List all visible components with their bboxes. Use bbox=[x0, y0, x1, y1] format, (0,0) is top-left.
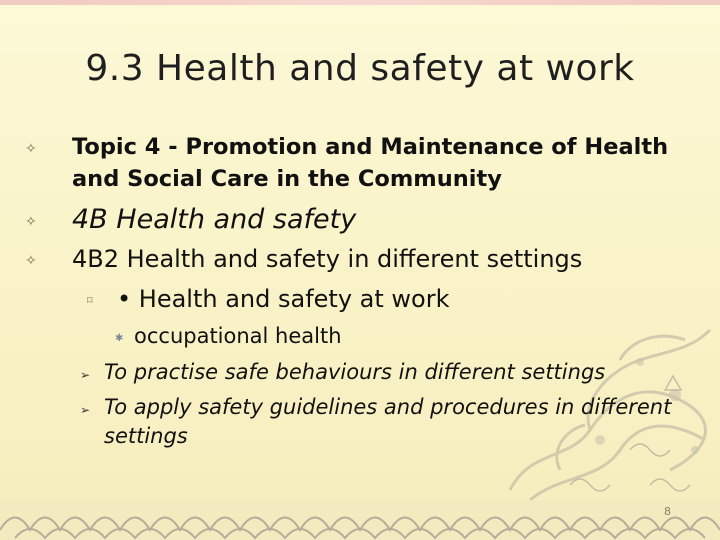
star-outline-bullet-icon: ✧ bbox=[25, 214, 37, 230]
arrow-item: To apply safety guidelines and procedures in different settings bbox=[104, 395, 672, 448]
star-outline-bullet-icon: ✧ bbox=[25, 253, 37, 269]
bullet-subsection: 4B2 Health and safety in different settings bbox=[72, 245, 583, 273]
asterisk-bullet-icon: ✱ bbox=[115, 333, 124, 344]
bullet-section: 4B Health and safety bbox=[72, 204, 357, 235]
slide-title: 9.3 Health and safety at work bbox=[85, 48, 635, 89]
star-outline-bullet-icon: ✧ bbox=[25, 141, 37, 157]
arrow-item: To practise safe behaviours in different settings bbox=[104, 360, 606, 384]
wave-border-ornament bbox=[0, 500, 720, 540]
page-number: 8 bbox=[664, 505, 671, 518]
top-stripe bbox=[0, 0, 720, 5]
sub-bullet-marker-icon: ⌑ bbox=[87, 294, 93, 307]
sub-bullet: • Health and safety at work bbox=[117, 285, 450, 313]
bullet-topic: Topic 4 - Promotion and Maintenance of Health and Social Care in the Community bbox=[72, 134, 669, 192]
arrow-bullet-icon: ➢ bbox=[80, 368, 91, 382]
arrow-bullet-icon: ➢ bbox=[80, 403, 91, 417]
sub-sub-bullet: occupational health bbox=[134, 324, 342, 348]
